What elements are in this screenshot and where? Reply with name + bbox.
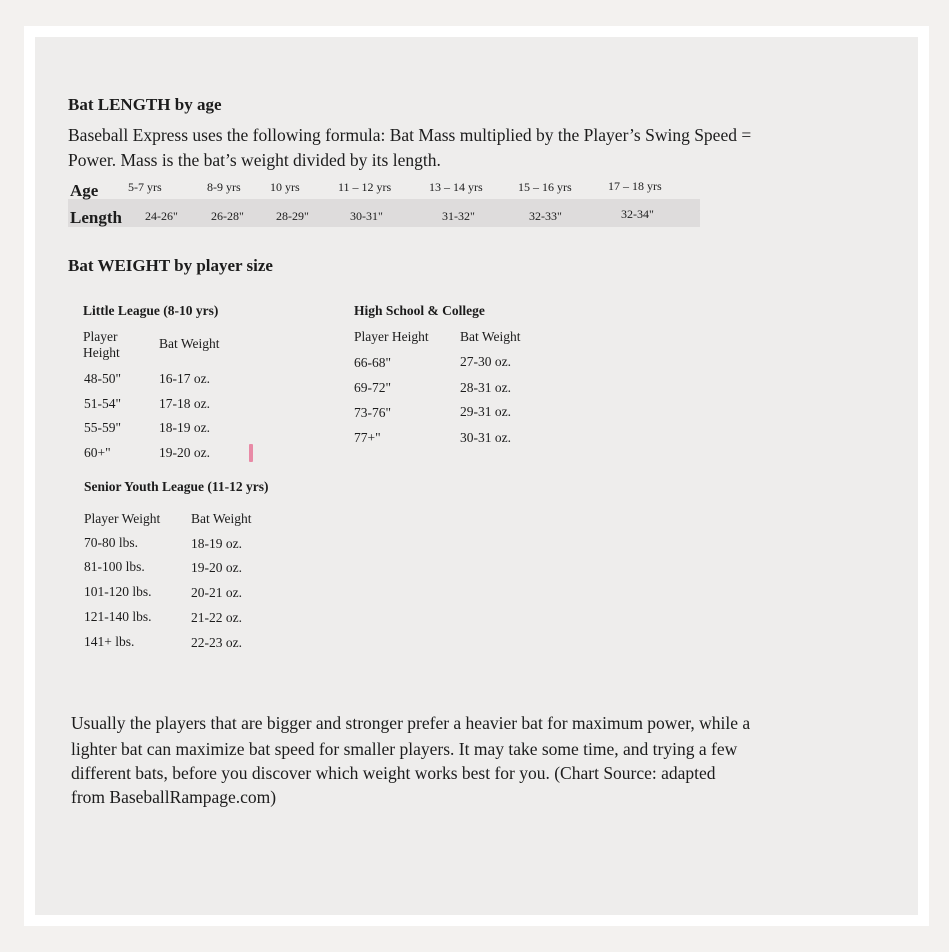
footer-line-4: from BaseballRampage.com) xyxy=(71,787,277,807)
little-league-height: 55-59" xyxy=(84,420,122,435)
weight-section-title: Bat WEIGHT by player size xyxy=(68,256,273,275)
senior-youth-bat-weight: 20-21 oz. xyxy=(191,585,242,600)
length-label: Length xyxy=(70,208,122,227)
high-school-height: 73-76" xyxy=(354,405,392,420)
senior-youth-player-weight: 101-120 lbs. xyxy=(84,584,152,599)
length-cell: 26-28" xyxy=(211,209,244,223)
age-label: Age xyxy=(70,181,99,200)
little-league-col1-header: Height xyxy=(83,345,120,360)
high-school-col1-header: Player Height xyxy=(354,329,429,344)
length-cell: 28-29" xyxy=(276,209,309,223)
age-cell: 8-9 yrs xyxy=(207,180,241,194)
high-school-weight: 29-31 oz. xyxy=(460,404,511,419)
senior-youth-col2-header: Bat Weight xyxy=(191,511,252,526)
high-school-weight: 27-30 oz. xyxy=(460,354,511,369)
length-cell: 30-31" xyxy=(350,209,383,223)
footer-line-3: different bats, before you discover which weight works best for you. (Chart Source: adapted xyxy=(71,763,716,783)
length-cell: 24-26" xyxy=(145,209,178,223)
senior-youth-player-weight: 141+ lbs. xyxy=(84,634,135,649)
high-school-height: 69-72" xyxy=(354,380,392,395)
little-league-title: Little League (8-10 yrs) xyxy=(83,303,219,318)
little-league-height: 51-54" xyxy=(84,396,122,411)
little-league-col1-header: Player xyxy=(83,329,118,344)
senior-youth-player-weight: 121-140 lbs. xyxy=(84,609,152,624)
age-cell: 11 – 12 yrs xyxy=(338,180,392,194)
high-school-height: 77+" xyxy=(354,430,381,445)
length-cell: 32-33" xyxy=(529,209,562,223)
little-league-height: 60+" xyxy=(84,445,111,460)
high-school-weight: 28-31 oz. xyxy=(460,380,511,395)
high-school-height: 66-68" xyxy=(354,355,392,370)
age-cell: 13 – 14 yrs xyxy=(429,180,483,194)
little-league-height: 48-50" xyxy=(84,371,122,386)
senior-youth-player-weight: 70-80 lbs. xyxy=(84,535,138,550)
senior-youth-bat-weight: 22-23 oz. xyxy=(191,635,242,650)
little-league-weight: 18-19 oz. xyxy=(159,420,210,435)
little-league-col2-header: Bat Weight xyxy=(159,336,220,351)
senior-youth-title: Senior Youth League (11-12 yrs) xyxy=(84,479,269,494)
footer-line-2: lighter bat can maximize bat speed for smaller players. It may take some time, and trying a few xyxy=(71,739,738,759)
footer-line-1: Usually the players that are bigger and stronger prefer a heavier bat for maximum power, while a xyxy=(71,713,751,733)
high-school-col2-header: Bat Weight xyxy=(460,329,521,344)
senior-youth-bat-weight: 19-20 oz. xyxy=(191,560,242,575)
little-league-weight: 16-17 oz. xyxy=(159,371,210,386)
length-cell: 32-34" xyxy=(621,207,654,221)
senior-youth-player-weight: 81-100 lbs. xyxy=(84,559,145,574)
age-cell: 5-7 yrs xyxy=(128,180,162,194)
length-cell: 31-32" xyxy=(442,209,475,223)
senior-youth-col1-header: Player Weight xyxy=(84,511,161,526)
little-league-weight: 19-20 oz. xyxy=(159,445,210,460)
senior-youth-bat-weight: 18-19 oz. xyxy=(191,536,242,551)
pink-highlight-mark xyxy=(249,444,253,462)
little-league-weight: 17-18 oz. xyxy=(159,396,210,411)
intro-line-1: Baseball Express uses the following formula: Bat Mass multiplied by the Player’s Swing Speed = xyxy=(68,125,752,145)
length-section-title: Bat LENGTH by age xyxy=(68,95,222,114)
age-cell: 15 – 16 yrs xyxy=(518,180,572,194)
age-cell: 17 – 18 yrs xyxy=(608,179,662,193)
high-school-title: High School & College xyxy=(354,303,485,318)
age-cell: 10 yrs xyxy=(270,180,300,194)
intro-line-2: Power. Mass is the bat’s weight divided by its length. xyxy=(68,150,441,170)
senior-youth-bat-weight: 21-22 oz. xyxy=(191,610,242,625)
high-school-weight: 30-31 oz. xyxy=(460,430,511,445)
